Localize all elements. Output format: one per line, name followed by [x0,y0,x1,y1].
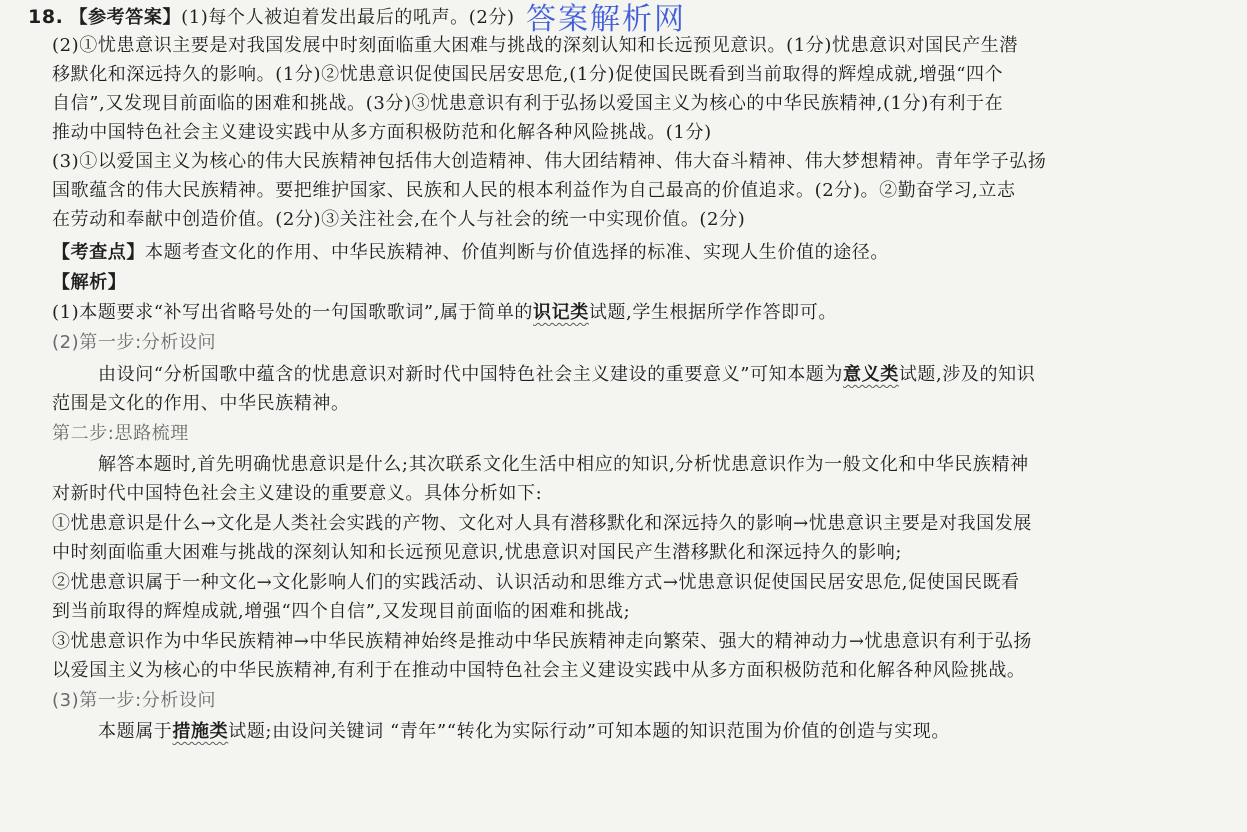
analysis-p1-after: 试题,学生根据所学作答即可。 [588,302,837,323]
answer-line-4: 自信”,又发现目前面临的困难和挑战。(3分)③忧患意识有利于弘扬以爱国主义为核心的中华民族精神,(1分)有利于在 [52,93,1004,114]
analysis-p2-line3: 解答本题时,首先明确忧患意识是什么;其次联系文化生活中相应的知识,分析忧患意识作为一般文化和中华民族精神 [98,454,1029,475]
analysis-p3-after: 试题;由设问关键词 “青年”“转化为实际行动”可知本题的知识范围为价值的创造与实现。 [228,721,951,742]
keyword-measure: 措施类 [172,721,229,742]
answer-text-1: (1)每个人被迫着发出最后的吼声。(2分) [181,7,515,28]
answer-line-5: 推动中国特色社会主义建设实践中从多方面积极防范和化解各种风险挑战。(1分) [52,122,712,143]
analysis-part-1 [52,300,1237,326]
answer-label: 【参考答案】 [69,7,182,28]
analysis-p2-line9: ③忧患意识作为中华民族精神→中华民族精神始终是推动中华民族精神走向繁荣、强大的精神动力→忧患意识有利于弘扬 [52,631,1032,652]
analysis-p2-line4: 对新时代中国特色社会主义建设的重要意义。具体分析如下: [52,483,543,504]
exam-point-text: 本题考查文化的作用、中华民族精神、价值判断与价值选择的标准、实现人生价值的途径。 [145,242,889,263]
question-number: 18. [28,6,64,28]
analysis-p3-before: 本题属于 [98,721,173,742]
analysis-p1-before: (1)本题要求“补写出省略号处的一句国歌歌词”,属于简单的 [52,302,534,323]
analysis-p3-line1 [98,719,1237,745]
answer-line-2: (2)①忧患意识主要是对我国发展中时刻面临重大困难与挑战的深刻认知和长远预见意识。(1分)忧患意识对国民产生潜 [52,35,1018,56]
analysis-p2-line2: 范围是文化的作用、中华民族精神。 [52,393,350,414]
analysis-p2-line7: ②忧患意识属于一种文化→文化影响人们的实践活动、认识活动和思维方式→忧患意识促使国民居安思危,促使国民既看 [52,572,1020,593]
answer-line-1 [28,4,1237,31]
analysis-p2-line5: ①忧患意识是什么→文化是人类社会实践的产物、文化对人具有潜移默化和深远持久的影响→忧患意识主要是对我国发展 [52,513,1032,534]
keyword-significance: 意义类 [843,364,899,385]
analysis-p2-line6: 中时刻面临重大困难与挑战的深刻认知和长远预见意识,忧患意识对国民产生潜移默化和深远持久的影响; [52,542,902,563]
analysis-p2-line10: 以爱国主义为核心的中华民族精神,有利于在推动中国特色社会主义建设实践中从多方面积极防范和化解各种风险挑战。 [52,660,1026,681]
answer-line-7: 国歌蕴含的伟大民族精神。要把维护国家、民族和人民的根本利益作为自己最高的价值追求。(2分)。②勤奋学习,立志 [52,180,1016,201]
analysis-p2-step2: 第二步:思路梳理 [52,423,189,444]
analysis-heading [52,270,1237,296]
analysis-p2-step1: (2)第一步:分析设问 [52,332,217,353]
analysis-p2-line8: 到当前取得的辉煌成就,增强“四个自信”,又发现目前面临的困难和挑战; [52,601,631,622]
analysis-label: 【解析】 [52,272,127,293]
analysis-p2-line1 [98,362,1237,388]
exam-point [52,240,1237,266]
exam-point-label: 【考查点】 [52,242,145,263]
answer-line-6: (3)①以爱国主义为核心的伟大民族精神包括伟大创造精神、伟大团结精神、伟大奋斗精神、伟大梦想精神。青年学子弘扬 [52,151,1047,172]
analysis-p2-line1-before: 由设问“分析国歌中蕴含的忧患意识对新时代中国特色社会主义建设的重要意义”可知本题为 [98,364,843,385]
watermark: 答案解析网 [526,2,686,37]
analysis-p3-step1: (3)第一步:分析设问 [52,690,217,711]
answer-line-3: 移默化和深远持久的影响。(1分)②忧患意识促使国民居安思危,(1分)促使国民既看到当前取得的辉煌成就,增强“四个 [52,64,1004,85]
keyword-recall: 识记类 [533,302,589,323]
answer-line-8: 在劳动和奉献中创造价值。(2分)③关注社会,在个人与社会的统一中实现价值。(2分) [52,209,746,230]
analysis-p2-line1-after: 试题,涉及的知识 [898,364,1036,385]
